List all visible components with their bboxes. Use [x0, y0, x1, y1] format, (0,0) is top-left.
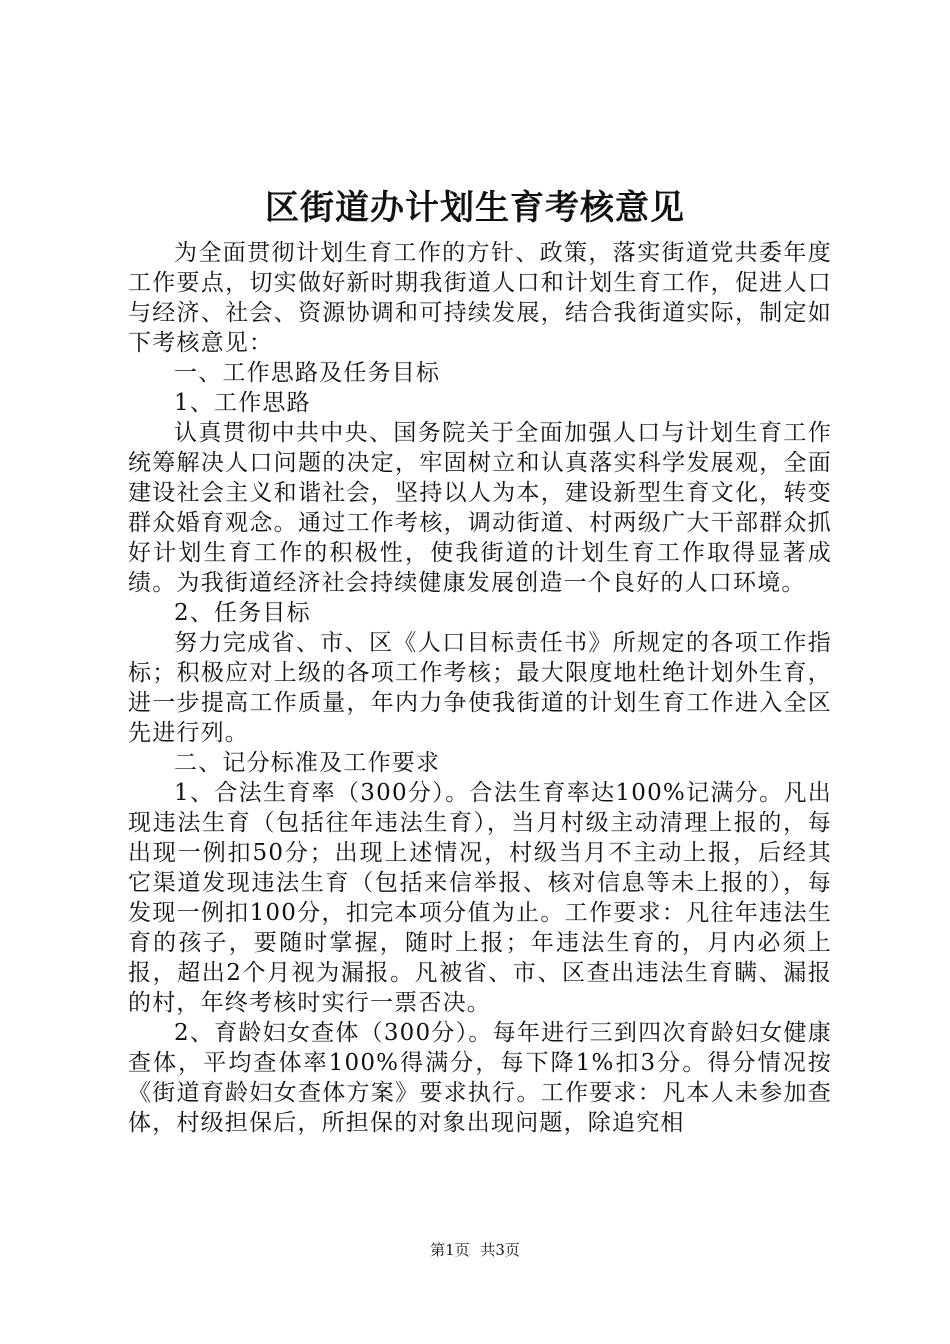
heading-work-approach: 1、工作思路 — [174, 390, 311, 416]
page-number: 第1页 — [430, 1241, 470, 1259]
paragraph-work-approach: 认真贯彻中共中央、国务院关于全面加强人口与计划生育工作统筹解决人口问题的决定，牢固树立和认真落实科学发展观，全面建设社会主义和谐社会，坚持以人为本，建设新型生育文化，转变群众婚育观念。通过工作考核，调动街道、村两级广大干部群众抓好计划生育工作的积极性，使我街道的计划生育工作取得显著成绩。为我街道经济社会持续健康发展创造一个良好的人口环境。 — [128, 420, 832, 596]
paragraph-health-check: 2、育龄妇女查体（300分）。每年进行三到四次育龄妇女健康查体，平均查体率100%得满分，每下降1%扣3分。得分情况按《街道育龄妇女查体方案》要求执行。工作要求：凡本人未参加查体，村级担保后，所担保的对象出现问题，除追究相 — [128, 1020, 832, 1136]
document-body — [128, 238, 832, 1138]
document-title: 区街道办计划生育考核意见 — [265, 188, 685, 228]
paragraph-intro: 为全面贯彻计划生育工作的方针、政策，落实街道党共委年度工作要点，切实做好新时期我街道人口和计划生育工作，促进人口与经济、社会、资源协调和可持续发展，结合我街道实际，制定如下考核意见： — [128, 240, 832, 356]
page-footer — [0, 1240, 950, 1260]
paragraph-legal-birth-rate: 1、合法生育率（300分）。合法生育率达100%记满分。凡出现违法生育（包括往年违法生育），当月村级主动清理上报的，每出现一例扣50分；出现上述情况，村级当月不主动上报，后经其它渠道发现违法生育（包括来信举报、核对信息等未上报的），每发现一例扣100分，扣完本项分值为止。工作要求：凡往年违法生育的孩子，要随时掌握，随时上报；年违法生育的，月内必须上报，超出2个月视为漏报。凡被省、市、区查出违法生育瞒、漏报的村，年终考核时实行一票否决。 — [128, 780, 832, 1016]
heading-section-2: 二、记分标准及工作要求 — [174, 750, 441, 776]
heading-section-1: 一、工作思路及任务目标 — [174, 360, 441, 386]
heading-task-goal: 2、任务目标 — [174, 600, 311, 626]
paragraph-task-goal: 努力完成省、市、区《人口目标责任书》所规定的各项工作指标；积极应对上级的各项工作考核；最大限度地杜绝计划外生育，进一步提高工作质量，年内力争使我街道的计划生育工作进入全区先进行列。 — [128, 630, 832, 746]
page-total: 共3页 — [480, 1241, 520, 1259]
